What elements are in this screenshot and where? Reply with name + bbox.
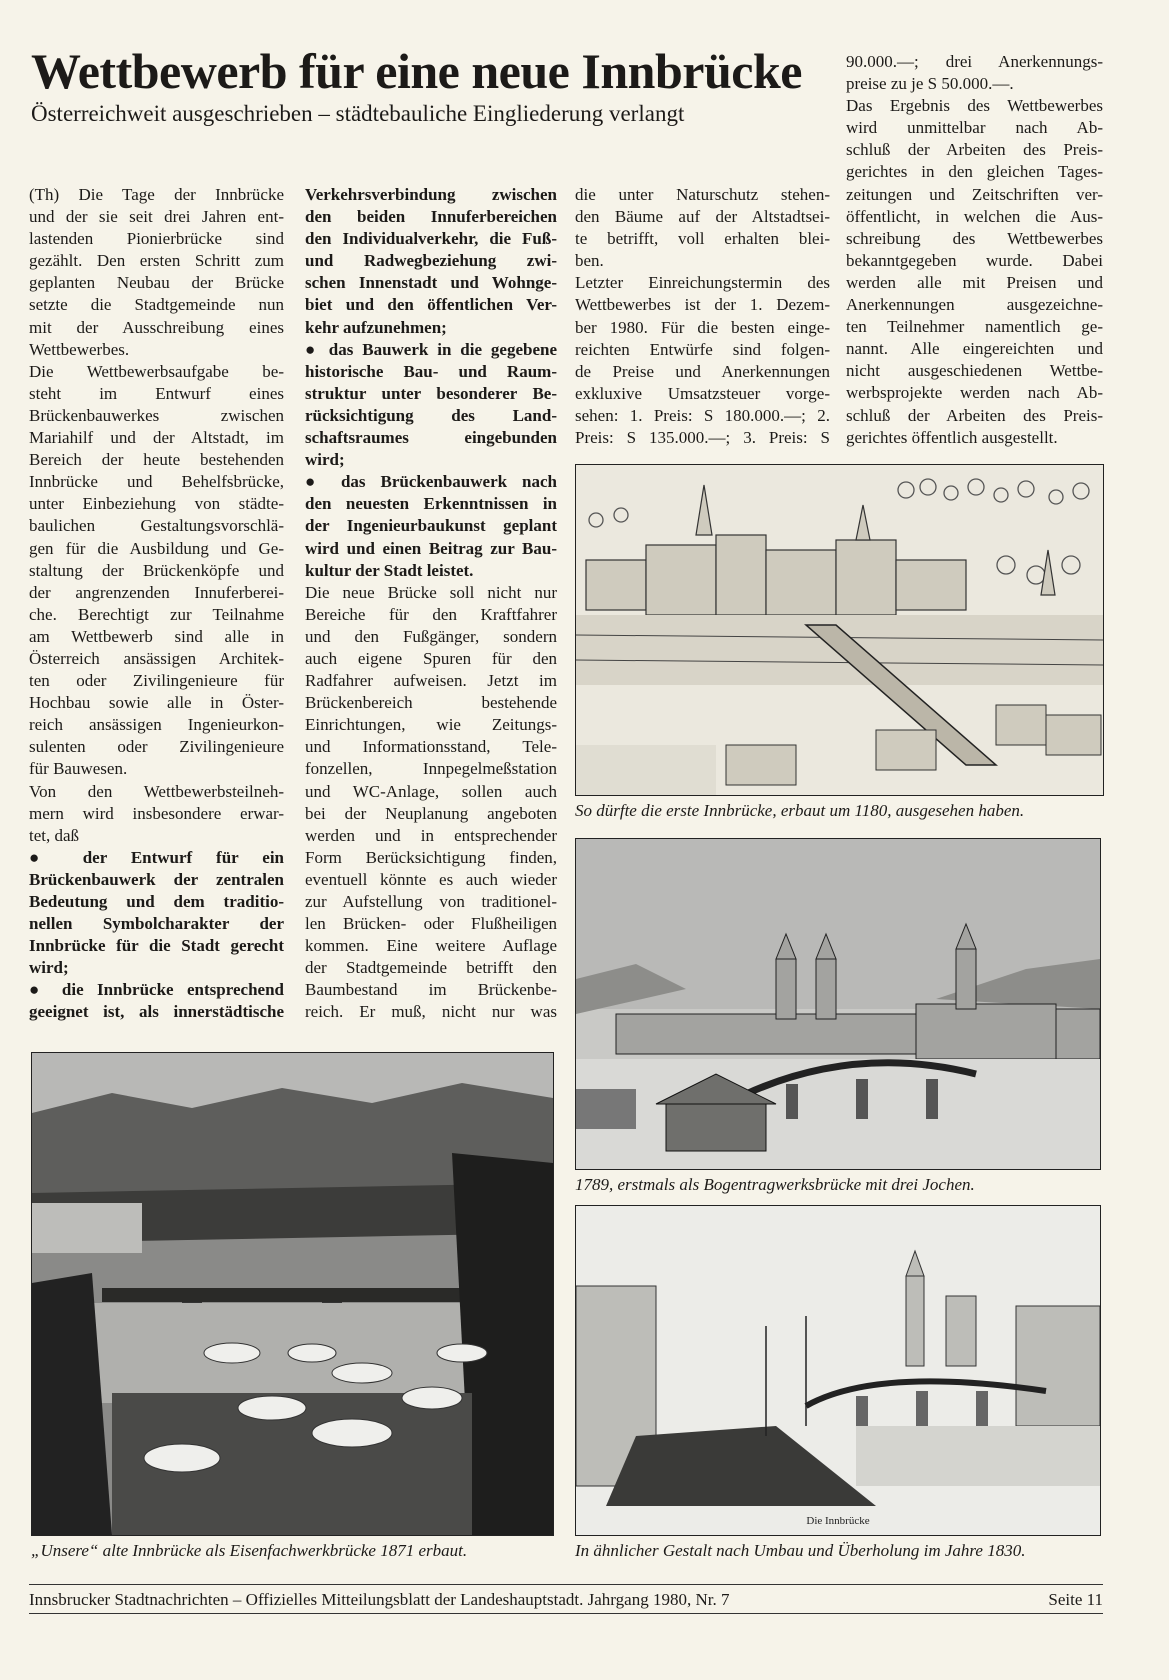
text-line: Mariahilf und der Altstadt, im: [29, 428, 284, 448]
text-line: ● die Innbrücke entsprechend: [29, 980, 284, 1000]
text-line: Baumbestand im Brückenbe-: [305, 980, 557, 1000]
text-line: gerichtes in den gleichen Tages-: [846, 162, 1103, 182]
text-line: den beiden Innuferbereichen: [305, 207, 557, 227]
text-line: Radfahrer aufweisen. Jetzt im: [305, 671, 557, 691]
text-line: werbsprojekte werden nach Ab-: [846, 383, 1103, 403]
text-line: wird und einen Beitrag zur Bau-: [305, 538, 557, 558]
text-line: und WC-Anlage, sollen auch: [305, 781, 557, 801]
text-column-4: [846, 51, 1103, 449]
text-line: exkluxive Umsatzsteuer vorge-: [575, 383, 830, 403]
text-line: Form Berücksichtigung finden,: [305, 847, 557, 867]
text-line: den Individualverkehr, die Fuß-: [305, 229, 557, 249]
text-line: und den Fußgänger, sondern: [305, 626, 557, 646]
text-line: Die neue Brücke soll nicht nur: [305, 582, 557, 602]
page-number: Seite 11: [1048, 1590, 1103, 1609]
text-line: nicht ausgeschiedenen Wettbe-: [846, 361, 1103, 381]
text-line: te betrifft, voll erhalten blei-: [575, 229, 830, 249]
text-line: ten Teilnehmer namentlich ge-: [846, 317, 1103, 337]
text-line: die unter Naturschutz stehen-: [575, 185, 830, 204]
figure-1-caption: So dürfte die erste Innbrücke, erbaut um 1180, ausgesehen haben.: [575, 801, 1025, 820]
footer-top-rule: [29, 1584, 1103, 1585]
text-line: Innbrücke für die Stadt gerecht: [29, 936, 284, 956]
text-line: für Bauwesen.: [29, 759, 128, 779]
text-line: bekanntgegeben wurde. Dabei: [846, 250, 1103, 270]
text-line: auch eigene Spuren für den: [305, 648, 557, 668]
text-line: de Preise und Anerkennungen: [575, 361, 830, 381]
text-line: Hochbau sowie alle in Öster-: [29, 693, 284, 713]
text-line: eventuell könnte es auch wieder: [305, 869, 557, 889]
footer-bottom-rule: [29, 1613, 1103, 1614]
text-line: ben.: [575, 251, 604, 271]
text-line: schaftsraumes eingebunden: [305, 428, 557, 448]
text-line: ● das Bauwerk in die gegebene: [305, 339, 557, 359]
text-line: len Brücken- oder Flußheiligen: [305, 914, 557, 934]
text-line: preise zu je S 50.000.—.: [846, 74, 1014, 94]
text-line: Bedeutung und dem traditio-: [29, 892, 284, 911]
text-line: nellen Symbolcharakter der: [29, 914, 284, 934]
text-line: und Informationsstand, Tele-: [305, 737, 557, 757]
text-line: der Ingenieurbaukunst geplant: [305, 516, 557, 536]
text-line: bei der Neuplanung angeboten: [305, 803, 557, 823]
text-line: kommen. Eine weitere Auflage: [305, 936, 557, 956]
text-line: Letzter Einreichungstermin des: [575, 273, 830, 293]
text-line: gerichtes öffentlich ausgestellt.: [846, 427, 1058, 447]
text-line: Anerkennungen ausgezeichne-: [846, 295, 1103, 315]
illustration-bridge-1830: [575, 1205, 1101, 1536]
publication-info: Innsbrucker Stadtnachrichten – Offizielles Mitteilungsblatt der Landeshauptstadt. Jahrgang 1980, Nr. 7: [29, 1590, 730, 1609]
page-footer: [29, 1590, 1103, 1610]
text-line: Brückenbauwerk der zentralen: [29, 869, 284, 889]
figure-2-caption: 1789, erstmals als Bogentragwerksbrücke mit drei Jochen.: [575, 1175, 975, 1194]
text-line: geplanten Neubau der Brücke: [29, 273, 284, 293]
article-title: Wettbewerb für eine neue Innbrücke: [31, 43, 802, 99]
text-column-2: [305, 184, 557, 1024]
text-line: Wettbewerbes ist der 1. Dezem-: [575, 295, 830, 315]
text-line: sehen: 1. Preis: S 180.000.—; 2.: [575, 405, 830, 425]
text-line: werden alle mit Preisen und: [846, 272, 1103, 292]
text-line: Preis: S 135.000.—; 3. Preis: S: [575, 428, 830, 448]
text-line: tet, daß: [29, 825, 80, 845]
text-line: wird;: [29, 958, 69, 978]
text-line: am Wettbewerb sind alle in: [29, 626, 284, 646]
text-column-1: [29, 184, 284, 1024]
text-line: Von den Wettbewerbsteilneh-: [29, 781, 284, 801]
text-line: Bereiche für den Kraftfahrer: [305, 604, 557, 624]
text-line: schreibung des Wettbewerbes: [846, 228, 1103, 248]
text-line: Österreich ansässigen Architek-: [29, 648, 284, 668]
text-line: Wettbewerbes.: [29, 339, 130, 359]
text-line: und der sie seit drei Jahren ent-: [29, 207, 284, 227]
text-line: schluß der Arbeiten des Preis-: [846, 405, 1103, 425]
text-line: wird;: [305, 450, 345, 470]
text-line: mern wird insbesondere erwar-: [29, 803, 284, 823]
figure-3-caption: In ähnlicher Gestalt nach Umbau und Überholung im Jahre 1830.: [575, 1541, 1026, 1560]
text-line: kultur der Stadt leistet.: [305, 560, 474, 580]
text-column-3: [575, 184, 830, 449]
article-subtitle: Österreichweit ausgeschrieben – städtebauliche Eingliederung verlangt: [31, 101, 685, 126]
text-line: rücksichtigung des Land-: [305, 405, 557, 425]
text-line: schen Innenstadt und Wohnge-: [305, 273, 557, 293]
text-line: reich ansässigen Ingenieurkon-: [29, 715, 284, 735]
text-line: 90.000.—; drei Anerkennungs-: [846, 52, 1103, 71]
text-line: Innbrücke und Behelfsbrücke,: [29, 472, 284, 492]
text-line: unter Einbeziehung von städte-: [29, 494, 284, 514]
text-line: setzte die Stadtgemeinde nun: [29, 295, 284, 315]
text-line: geeignet ist, als innerstädtische: [29, 1002, 284, 1022]
text-line: ten oder Zivilingenieure für: [29, 671, 284, 691]
illustration-bridge-1789: [575, 838, 1101, 1170]
text-line: biet und den öffentlichen Ver-: [305, 295, 557, 315]
text-line: fonzellen, Innpegelmeßstation: [305, 759, 557, 779]
text-line: baulichen Gestaltungsvorschlä-: [29, 516, 284, 536]
text-line: und Radwegbeziehung zwi-: [305, 251, 557, 271]
text-line: steht im Entwurf eines: [29, 383, 284, 403]
photo-caption: „Unsere“ alte Innbrücke als Eisenfachwerkbrücke 1871 erbaut.: [31, 1541, 468, 1560]
text-line: ● der Entwurf für ein: [29, 847, 284, 867]
text-line: kehr aufzunehmen;: [305, 317, 447, 337]
text-line: der angrenzenden Innuferberei-: [29, 582, 284, 602]
text-line: historische Bau- und Raum-: [305, 361, 557, 381]
text-line: che. Berechtigt zur Teilnahme: [29, 604, 284, 624]
text-line: staltung der Brückenköpfe und: [29, 560, 284, 580]
illustration-first-bridge-1180: [575, 464, 1104, 796]
text-line: wird unmittelbar nach Ab-: [846, 118, 1103, 138]
text-line: mit der Ausschreibung eines: [29, 317, 284, 337]
text-line: öffentlicht, in welchen die Aus-: [846, 206, 1103, 226]
text-line: Bereich der heute bestehenden: [29, 450, 284, 470]
text-line: struktur unter besonderer Be-: [305, 383, 557, 403]
text-line: den Bäume auf der Altstadtsei-: [575, 207, 830, 227]
text-line: gezählt. Den ersten Schritt zum: [29, 251, 284, 271]
text-line: der Stadtgemeinde betrifft den: [305, 958, 557, 978]
text-line: zeitungen und Zeitschriften ver-: [846, 184, 1103, 204]
text-line: ● das Brückenbauwerk nach: [305, 472, 557, 492]
text-line: lastenden Pionierbrücke sind: [29, 229, 284, 249]
text-line: ber 1980. Für die besten einge-: [575, 317, 830, 337]
text-line: Die Wettbewerbsaufgabe be-: [29, 361, 284, 381]
text-line: Einrichtungen, wie Zeitungs-: [305, 715, 557, 735]
text-line: werden und in entsprechender: [305, 825, 557, 845]
text-line: reich. Er muß, nicht nur was: [305, 1002, 557, 1022]
text-line: (Th) Die Tage der Innbrücke: [29, 185, 284, 204]
text-line: nannt. Alle eingereichten und: [846, 339, 1103, 359]
text-line: den neuesten Erkenntnissen in: [305, 494, 557, 514]
text-line: Das Ergebnis des Wettbewerbes: [846, 96, 1103, 116]
text-line: gen für die Ausbildung und Ge-: [29, 538, 284, 558]
text-line: reichten Entwürfe sind folgen-: [575, 339, 830, 359]
figure-3-inscription: Die Innbrücke: [806, 1515, 870, 1527]
text-line: sulenten oder Zivilingenieure: [29, 737, 284, 757]
text-line: Brückenbauwerkes zwischen: [29, 405, 284, 425]
text-line: Verkehrsverbindung zwischen: [305, 185, 557, 204]
text-line: Brückenbereich bestehende: [305, 693, 557, 713]
text-line: zur Aufstellung von traditionel-: [305, 892, 557, 911]
text-line: schluß der Arbeiten des Preis-: [846, 140, 1103, 160]
photo-iron-truss-bridge-1871: [31, 1052, 554, 1536]
